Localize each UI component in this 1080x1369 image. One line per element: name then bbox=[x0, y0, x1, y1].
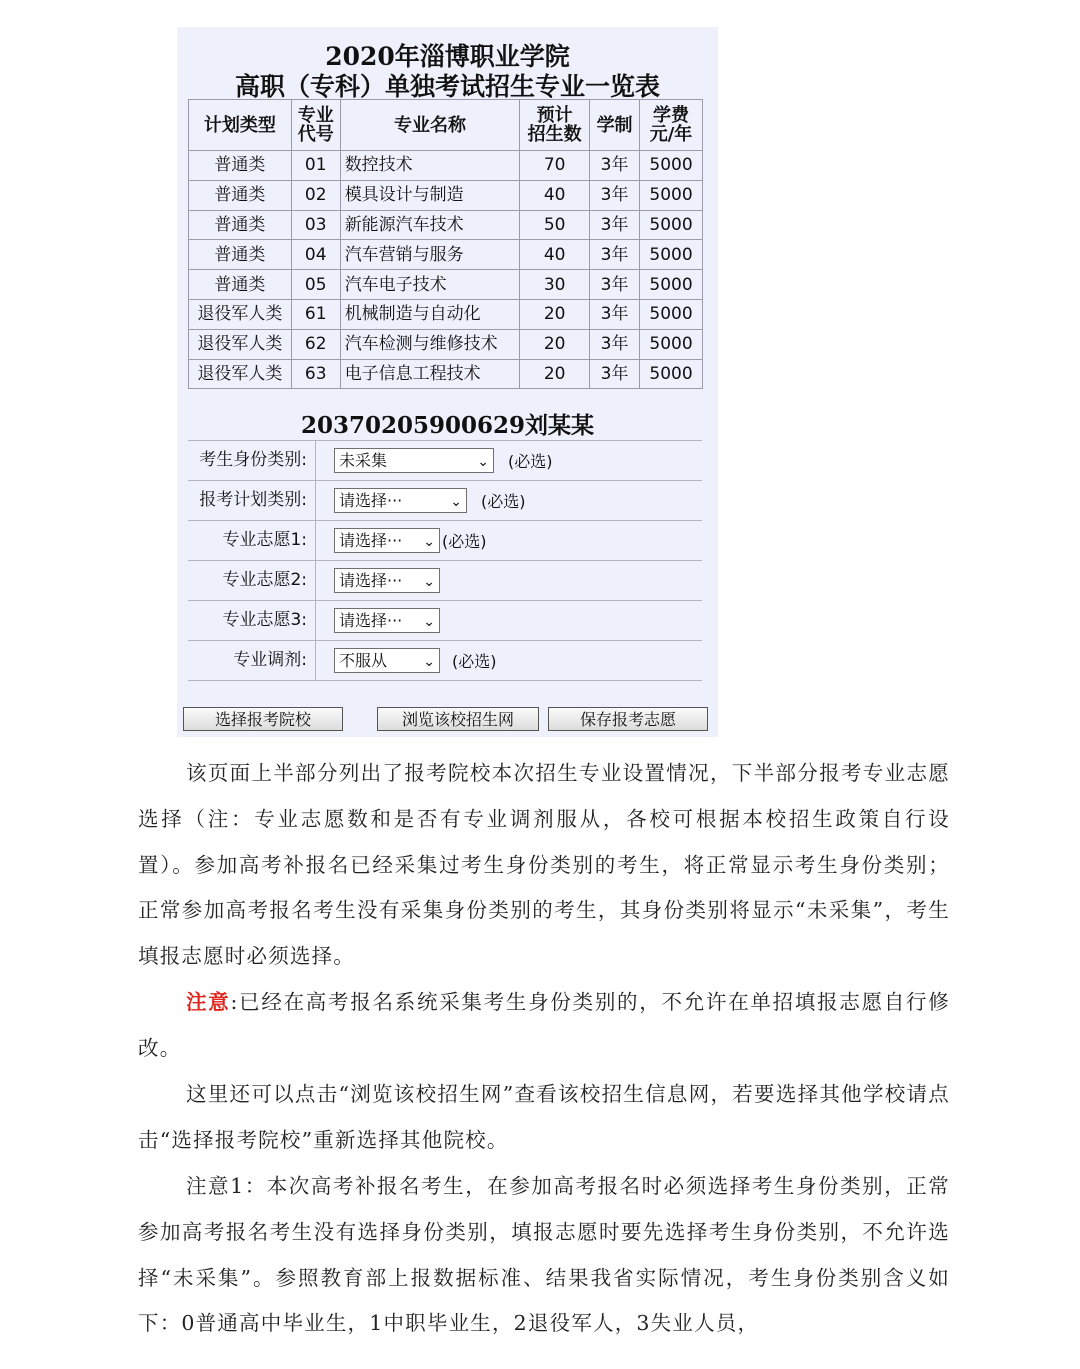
chevron-down-icon: ⌄ bbox=[423, 654, 435, 670]
cell-quota: 50 bbox=[520, 210, 590, 240]
cell-code: 02 bbox=[291, 180, 340, 210]
cell-code: 04 bbox=[291, 240, 340, 270]
notice-body: :已经在高考报名系统采集考生身份类别的，不允许在单招填报志愿自行修改。 bbox=[138, 990, 950, 1060]
cell-duration: 3年 bbox=[590, 210, 640, 240]
cell-code: 03 bbox=[291, 210, 340, 240]
cell-duration: 3年 bbox=[590, 270, 640, 300]
cell-tuition: 5000 bbox=[640, 329, 703, 359]
chevron-down-icon: ⌄ bbox=[477, 454, 489, 470]
paragraph-1: 该页面上半部分列出了报考院校本次招生专业设置情况，下半部分报考专业志愿选择（注：专业志愿数和是否有专业调剂服从，各校可根据本校招生政策自行设置）。参加高考补报名已经采集过考生身份类别的考生，将正常显示考生身份类别；正常参加高考报名考生没有采集身份类别的考生，其身份类别将显示“未采集”，考生填报志愿时必须选择。 bbox=[138, 761, 950, 969]
cell-quota: 40 bbox=[520, 240, 590, 270]
cell-tuition: 5000 bbox=[640, 180, 703, 210]
table-row bbox=[189, 329, 703, 359]
cell-tuition: 5000 bbox=[640, 359, 703, 389]
cell-plan-type: 退役军人类 bbox=[189, 359, 292, 389]
header-tuition: 学费 元/年 bbox=[640, 100, 703, 151]
header-major-name: 专业名称 bbox=[340, 100, 520, 151]
browse-school-site-button[interactable]: 浏览该校招生网 bbox=[377, 707, 539, 731]
paragraph-2 bbox=[138, 980, 950, 1072]
adjustment-select[interactable] bbox=[334, 648, 440, 673]
cell-quota: 20 bbox=[520, 299, 590, 329]
cell-duration: 3年 bbox=[590, 359, 640, 389]
chevron-down-icon: ⌄ bbox=[423, 574, 435, 590]
form-row-major-choice-3 bbox=[188, 600, 702, 640]
table-row bbox=[189, 270, 703, 300]
cell-quota: 70 bbox=[520, 151, 590, 181]
table-row bbox=[189, 359, 703, 389]
select-school-button[interactable]: 选择报考院校 bbox=[183, 707, 343, 731]
table-row bbox=[189, 240, 703, 270]
major-choice-2-select-value: 请选择··· bbox=[339, 571, 403, 590]
cell-plan-type: 普通类 bbox=[189, 210, 292, 240]
major-choice-2-select[interactable] bbox=[334, 568, 440, 593]
cell-tuition: 5000 bbox=[640, 210, 703, 240]
cell-tuition: 5000 bbox=[640, 240, 703, 270]
chevron-down-icon: ⌄ bbox=[423, 534, 435, 550]
form-row-plan-type bbox=[188, 480, 702, 520]
paragraph-3: 这里还可以点击“浏览该校招生网”查看该校招生信息网，若要选择其他学校请点击“选择报考院校”重新选择其他院校。 bbox=[138, 1082, 950, 1152]
cell-code: 62 bbox=[291, 329, 340, 359]
application-form bbox=[188, 440, 702, 681]
page-title-line1: 2020年淄博职业学院 bbox=[325, 42, 570, 71]
cell-plan-type: 普通类 bbox=[189, 240, 292, 270]
cell-duration: 3年 bbox=[590, 299, 640, 329]
table-row bbox=[189, 180, 703, 210]
major-choice-1-label: 专业志愿1: bbox=[188, 521, 316, 560]
cell-quota: 20 bbox=[520, 359, 590, 389]
table-row bbox=[189, 151, 703, 181]
cell-code: 61 bbox=[291, 299, 340, 329]
cell-tuition: 5000 bbox=[640, 151, 703, 181]
plan-type-required: (必选) bbox=[481, 492, 526, 511]
cell-name: 汽车检测与维修技术 bbox=[340, 329, 520, 359]
table-row bbox=[189, 210, 703, 240]
major-choice-1-select-value: 请选择··· bbox=[339, 531, 403, 550]
major-choice-1-required: (必选) bbox=[442, 532, 487, 551]
header-duration: 学制 bbox=[590, 100, 640, 151]
identity-select[interactable] bbox=[334, 448, 494, 473]
cell-quota: 30 bbox=[520, 270, 590, 300]
cell-tuition: 5000 bbox=[640, 270, 703, 300]
cell-name: 电子信息工程技术 bbox=[340, 359, 520, 389]
save-application-button[interactable]: 保存报考志愿 bbox=[548, 707, 708, 731]
form-row-major-choice-1 bbox=[188, 520, 702, 560]
cell-name: 汽车营销与服务 bbox=[340, 240, 520, 270]
cell-plan-type: 普通类 bbox=[189, 180, 292, 210]
plan-type-select-value: 请选择··· bbox=[339, 491, 403, 510]
major-choice-3-select-value: 请选择··· bbox=[339, 611, 403, 630]
cell-quota: 40 bbox=[520, 180, 590, 210]
identity-label: 考生身份类别: bbox=[188, 441, 316, 480]
major-choice-2-label: 专业志愿2: bbox=[188, 561, 316, 600]
table-header-row bbox=[189, 100, 703, 151]
plan-type-label: 报考计划类别: bbox=[188, 481, 316, 520]
cell-plan-type: 普通类 bbox=[189, 270, 292, 300]
identity-select-value: 未采集 bbox=[339, 451, 388, 470]
header-quota: 预计 招生数 bbox=[520, 100, 590, 151]
major-choice-3-label: 专业志愿3: bbox=[188, 601, 316, 640]
cell-duration: 3年 bbox=[590, 240, 640, 270]
cell-duration: 3年 bbox=[590, 151, 640, 181]
cell-name: 数控技术 bbox=[340, 151, 520, 181]
chevron-down-icon: ⌄ bbox=[450, 494, 462, 510]
adjustment-label: 专业调剂: bbox=[188, 641, 316, 680]
plan-type-select[interactable] bbox=[334, 488, 467, 513]
identity-required: (必选) bbox=[508, 452, 553, 471]
adjustment-required: (必选) bbox=[452, 652, 497, 671]
cell-code: 63 bbox=[291, 359, 340, 389]
cell-plan-type: 普通类 bbox=[189, 151, 292, 181]
page-title-line2: 高职（专科）单独考试招生专业一览表 bbox=[234, 72, 660, 101]
form-row-major-choice-2 bbox=[188, 560, 702, 600]
cell-code: 05 bbox=[291, 270, 340, 300]
cell-name: 机械制造与自动化 bbox=[340, 299, 520, 329]
cell-duration: 3年 bbox=[590, 329, 640, 359]
major-choice-3-select[interactable] bbox=[334, 608, 440, 633]
cell-plan-type: 退役军人类 bbox=[189, 329, 292, 359]
form-row-adjustment bbox=[188, 640, 702, 681]
cell-name: 模具设计与制造 bbox=[340, 180, 520, 210]
cell-name: 汽车电子技术 bbox=[340, 270, 520, 300]
cell-tuition: 5000 bbox=[640, 299, 703, 329]
cell-plan-type: 退役军人类 bbox=[189, 299, 292, 329]
majors-table bbox=[188, 99, 703, 389]
header-plan-type: 计划类型 bbox=[189, 100, 292, 151]
screenshot-panel bbox=[177, 27, 718, 737]
student-id-name: 20370205900629刘某某 bbox=[300, 412, 595, 439]
header-major-code: 专业 代号 bbox=[291, 100, 340, 151]
cell-duration: 3年 bbox=[590, 180, 640, 210]
cell-name: 新能源汽车技术 bbox=[340, 210, 520, 240]
cell-quota: 20 bbox=[520, 329, 590, 359]
notice-label: 注意 bbox=[186, 990, 231, 1014]
table-row bbox=[189, 299, 703, 329]
form-row-identity bbox=[188, 440, 702, 480]
cell-code: 01 bbox=[291, 151, 340, 181]
paragraph-4: 注意1：本次高考补报名考生，在参加高考报名时必须选择考生身份类别，正常参加高考报名考生没有选择身份类别，填报志愿时要先选择考生身份类别，不允许选择“未采集”。参照教育部上报数据标准、结果我省实际情况，考生身份类别含义如下：0普通高中毕业生，1中职毕业生，2退役军人，3失业人员， bbox=[138, 1174, 950, 1336]
chevron-down-icon: ⌄ bbox=[423, 614, 435, 630]
adjustment-select-value: 不服从 bbox=[339, 651, 388, 670]
major-choice-1-select[interactable] bbox=[334, 528, 440, 553]
